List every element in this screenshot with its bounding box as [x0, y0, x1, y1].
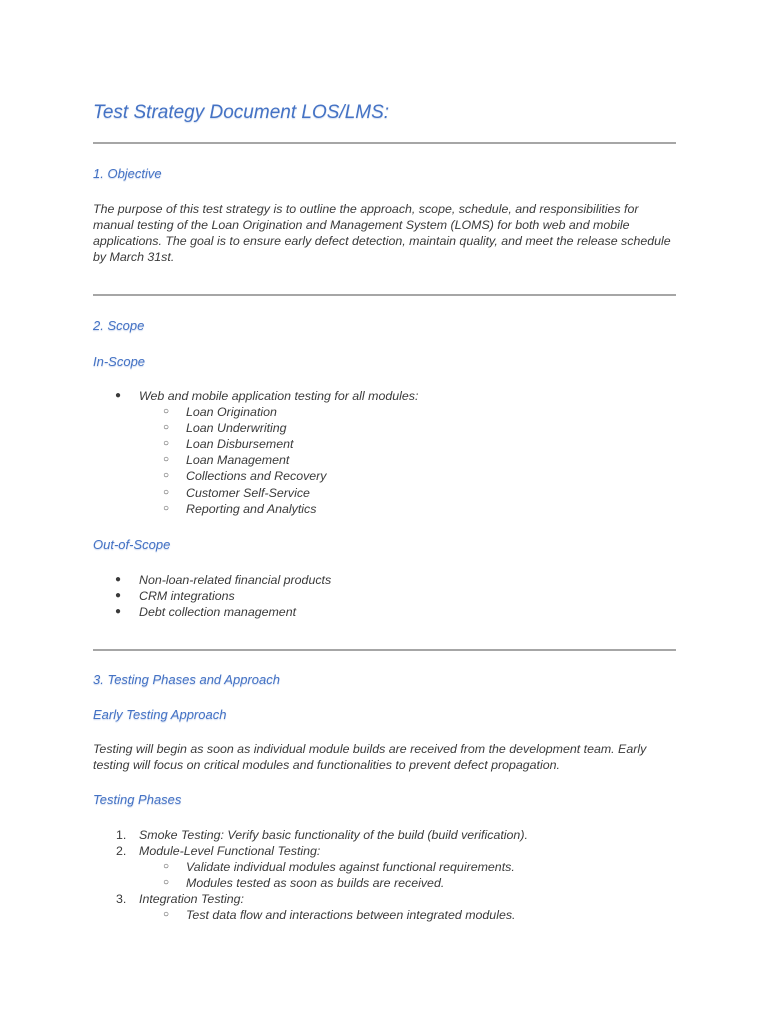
circle-bullet-icon: ○: [163, 422, 170, 434]
list-item: [93, 859, 676, 875]
list-item: [93, 588, 676, 604]
testing-phases-list: [93, 827, 676, 924]
list-item: [93, 452, 676, 468]
section-heading-scope: 2. Scope: [93, 318, 145, 333]
list-item: [93, 827, 676, 843]
module-item: Reporting and Analytics: [186, 501, 317, 516]
phase-subitem: Test data flow and interactions between integrated modules.: [186, 908, 516, 923]
circle-bullet-icon: ○: [163, 438, 170, 450]
bullet-icon: ●: [115, 590, 122, 602]
list-number: 1.: [116, 828, 127, 842]
list-item: [93, 875, 676, 891]
list-item: [93, 907, 676, 923]
list-item-text: Web and mobile application testing for all modules:: [139, 389, 419, 403]
list-number: 3.: [116, 892, 127, 907]
objective-paragraph: The purpose of this test strategy is to outline the approach, scope, schedule, and responsibilities for manual testing of the Loan Origination and Management System (LOMS) for both web and mobile applications. The goal is to ensure early defect detection, maintain quality, and meet the release schedule by March 31st.: [93, 202, 671, 264]
phase-subitem: Modules tested as soon as builds are received.: [186, 876, 445, 891]
module-item: Loan Underwriting: [186, 421, 287, 436]
list-number: 2.: [116, 844, 127, 859]
list-item: [93, 468, 676, 484]
module-item: Loan Origination: [186, 405, 277, 420]
circle-bullet-icon: ○: [163, 470, 170, 482]
phase-text: Smoke Testing: Verify basic functionality of the build (build verification).: [139, 828, 528, 842]
subheading-out-of-scope: Out-of-Scope: [93, 537, 171, 552]
list-item: [93, 404, 676, 420]
phase-text: Integration Testing:: [139, 892, 244, 907]
subheading-early-testing: Early Testing Approach: [93, 707, 227, 722]
list-item: [93, 572, 676, 588]
circle-bullet-icon: ○: [163, 486, 170, 498]
list-item: [93, 604, 676, 620]
bullet-icon: ●: [115, 574, 122, 585]
circle-bullet-icon: ○: [163, 909, 170, 921]
horizontal-divider: [93, 142, 676, 144]
list-item: [93, 485, 676, 501]
out-of-scope-list: [93, 572, 676, 620]
list-item: [93, 388, 676, 404]
phase-text: Module-Level Functional Testing:: [139, 844, 321, 859]
list-item: [93, 843, 676, 859]
module-item: Collections and Recovery: [186, 469, 327, 484]
bullet-icon: ●: [115, 606, 122, 618]
list-item: [93, 420, 676, 436]
bullet-icon: ●: [115, 390, 122, 401]
circle-bullet-icon: ○: [163, 877, 170, 889]
subheading-in-scope: In-Scope: [93, 354, 146, 369]
horizontal-divider: [93, 649, 676, 651]
module-item: Loan Disbursement: [186, 437, 294, 452]
circle-bullet-icon: ○: [163, 502, 170, 514]
list-item-text: Debt collection management: [139, 605, 297, 620]
module-item: Customer Self-Service: [186, 485, 310, 500]
circle-bullet-icon: ○: [163, 454, 170, 466]
early-testing-paragraph: Testing will begin as soon as individual module builds are received from the development team. Early testing will focus on critical modules and functionalities to prevent defect propagation.: [93, 742, 647, 772]
circle-bullet-icon: ○: [163, 406, 170, 418]
subheading-testing-phases: Testing Phases: [93, 792, 182, 807]
document-title: Test Strategy Document LOS/LMS:: [93, 102, 390, 123]
list-item: [93, 501, 676, 517]
list-item-text: CRM integrations: [139, 589, 235, 604]
list-item: [93, 891, 676, 907]
section-heading-objective: 1. Objective: [93, 166, 162, 181]
phase-subitem: Validate individual modules against functional requirements.: [186, 860, 515, 875]
list-item-text: Non-loan-related financial products: [139, 573, 332, 587]
horizontal-divider: [93, 294, 676, 296]
in-scope-list: [93, 388, 676, 517]
circle-bullet-icon: ○: [163, 861, 170, 873]
list-item: [93, 436, 676, 452]
section-heading-testing: 3. Testing Phases and Approach: [93, 672, 280, 687]
module-item: Loan Management: [186, 453, 290, 468]
